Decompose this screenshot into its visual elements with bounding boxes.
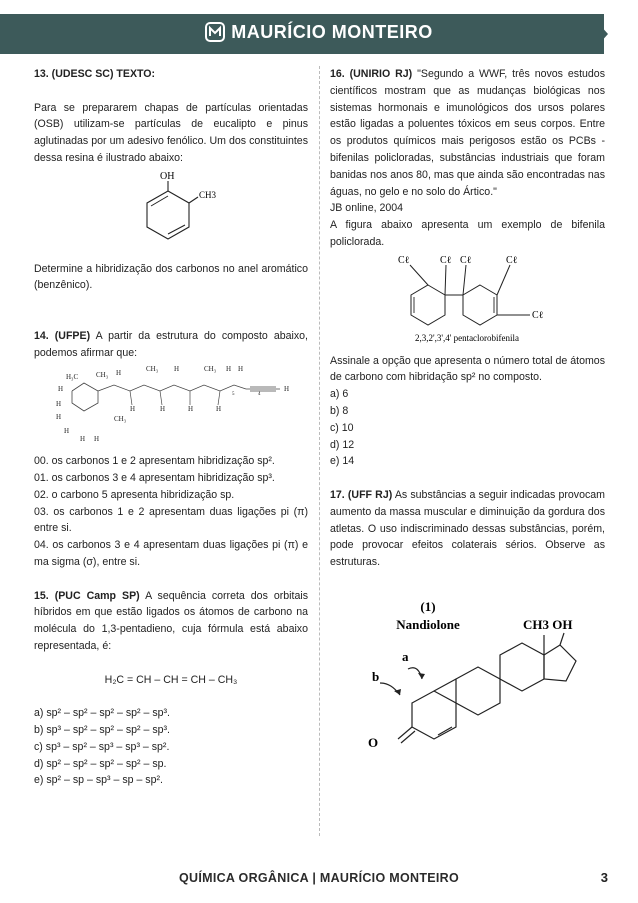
q15-option-c: c) sp³ – sp² – sp³ – sp³ – sp².	[34, 740, 170, 753]
q16-option-d: d) 12	[330, 438, 355, 451]
q15-intro: A sequência correta dos orbitais híbridos em que estão ligados os átomos de carbono na molécula do 1,3-pentadieno, cuja fórmula está abaixo representada, é:	[34, 589, 308, 652]
q14-item-1: 01. os carbonos 3 e 4 apresentam hibridização sp³.	[34, 471, 275, 484]
label-a: a	[402, 648, 409, 664]
q13-heading: 13. (UDESC SC) TEXTO:	[34, 68, 156, 80]
oxygen-label: O	[368, 734, 379, 750]
svg-text:4: 4	[258, 392, 261, 398]
q14-intro: A partir da estrutura do composto abaixo, podemos afirmar que:	[34, 329, 308, 359]
q14-item-2: 02. o carbono 5 apresenta hibridização sp.	[34, 488, 235, 501]
pcb-structure	[330, 251, 605, 347]
svg-text:H: H	[56, 413, 62, 422]
svg-text:H: H	[160, 405, 166, 414]
svg-text:H: H	[188, 405, 194, 414]
q15-formula: H₂C = CH – CH = CH – CH₃	[104, 673, 238, 686]
q17-text: As substâncias a seguir indicadas provocam aumento da massa muscular e diminuição da gordura dos atletas. O uso indiscriminado dessas substâncias, porém, pode provocar efeitos colaterais sérios. Observe as estruturas.	[330, 488, 605, 569]
cl-label: Cℓ	[532, 309, 544, 321]
q16-source: JB online, 2004	[330, 202, 404, 215]
svg-text:H: H	[56, 400, 62, 409]
q15-option-a: a) sp² – sp² – sp² – sp² – sp³.	[34, 707, 171, 720]
q15-option-d: d) sp² – sp² – sp² – sp² – sp.	[34, 757, 167, 770]
right-column	[330, 66, 605, 767]
svg-text:H₃C: H₃C	[66, 373, 79, 382]
q16-heading: 16. (UNIRIO RJ)	[330, 68, 413, 80]
q16-option-b: b) 8	[330, 404, 349, 417]
cl-label: Cℓ	[460, 254, 472, 266]
ch3-label: CH3	[199, 189, 217, 200]
svg-text:H: H	[116, 369, 122, 378]
left-column	[34, 66, 308, 789]
q13-text: Para se prepararem chapas de partículas orientadas (OSB) utilizam-se partículas de eucalipto e pinus aglutinadas por um adesivo fenólico. Um dos constituintes dessa resina é ilustrado abaixo:	[34, 101, 308, 164]
q16-question: Assinale a opção que apresenta o número total de átomos de carbono com hibridação sp² no composto.	[330, 354, 605, 384]
q16-text2: A figura abaixo apresenta um exemplo de bifenila policlorada.	[330, 219, 605, 248]
q15-heading: 15. (PUC Camp SP)	[34, 589, 140, 602]
footer-title: QUÍMICA ORGÂNICA | MAURÍCIO MONTEIRO	[178, 871, 460, 885]
svg-text:H: H	[80, 435, 86, 444]
svg-text:H: H	[216, 405, 222, 414]
brand-logo-icon	[205, 22, 225, 42]
q13-question: Determine a hibridização dos carbonos no anel aromático (benzênico).	[34, 262, 308, 292]
q16-option-c: c) 10	[330, 421, 354, 434]
svg-text:CH₃: CH₃	[146, 365, 159, 374]
svg-text:H: H	[64, 427, 70, 436]
svg-text:H: H	[130, 405, 136, 414]
q16-option-e: e) 14	[330, 455, 355, 468]
pcb-caption: 2,3,2',3',4' pentaclorobifenila	[414, 332, 520, 343]
q14-structure	[34, 361, 308, 447]
cresol-structure	[34, 167, 308, 255]
structure-number: (1)	[420, 598, 436, 614]
q17-heading: 17. (UFF RJ)	[330, 488, 393, 501]
svg-text:H: H	[58, 385, 64, 394]
svg-text:H: H	[174, 365, 180, 374]
nandrolone-structure	[330, 571, 605, 761]
q14-heading: 14. (UFPE)	[34, 329, 91, 342]
ch3oh-label: CH3 OH	[523, 616, 573, 632]
q14-item-3: 03. os carbonos 1 e 2 apresentam duas ligações pi (π) entre si.	[34, 505, 308, 535]
svg-text:H: H	[94, 435, 100, 444]
brand-name: MAURÍCIO MONTEIRO	[231, 22, 433, 42]
svg-text:CH₃: CH₃	[204, 365, 217, 374]
q15-option-b: b) sp³ – sp² – sp² – sp² – sp³.	[34, 723, 171, 736]
column-divider	[319, 66, 320, 836]
q15-option-e: e) sp² – sp – sp³ – sp – sp².	[34, 774, 163, 787]
cl-label: Cℓ	[398, 254, 410, 266]
svg-text:CH₃: CH₃	[96, 371, 109, 380]
oh-label: OH	[160, 170, 175, 182]
svg-text:H: H	[238, 365, 244, 374]
q16-text: "Segundo a WWF, três novos estudos científicos mostram que as mudanças biológicas nos sistemas hormonais e imunológicos dos ursos polares estão ligadas a poluentes tóxicos em seus corpos. Entre os produtos químicos mais perigosos estão os PCBs - bifenilas policloradas, substâncias industriais que foram banidas nos anos 80, mas que ainda são encontradas nas águas, no gelo e no solo do Ártico."	[330, 68, 605, 198]
cl-label: Cℓ	[506, 254, 518, 266]
brand	[0, 22, 638, 43]
q14-item-4: 04. os carbonos 3 e 4 apresentam duas ligações pi (π) e ma sigma (σ), entre si.	[34, 539, 308, 568]
svg-text:H: H	[284, 385, 290, 394]
svg-text:H: H	[226, 365, 232, 374]
structure-name: Nandiolone	[396, 616, 460, 632]
q14-item-0: 00. os carbonos 1 e 2 apresentam hibridização sp².	[34, 455, 275, 468]
q16-option-a: a) 6	[330, 388, 349, 401]
svg-text:5: 5	[232, 392, 235, 398]
svg-text:CH₃: CH₃	[114, 415, 127, 424]
cl-label: Cℓ	[440, 254, 452, 266]
page-number: 3	[600, 870, 608, 885]
label-b: b	[372, 668, 380, 684]
